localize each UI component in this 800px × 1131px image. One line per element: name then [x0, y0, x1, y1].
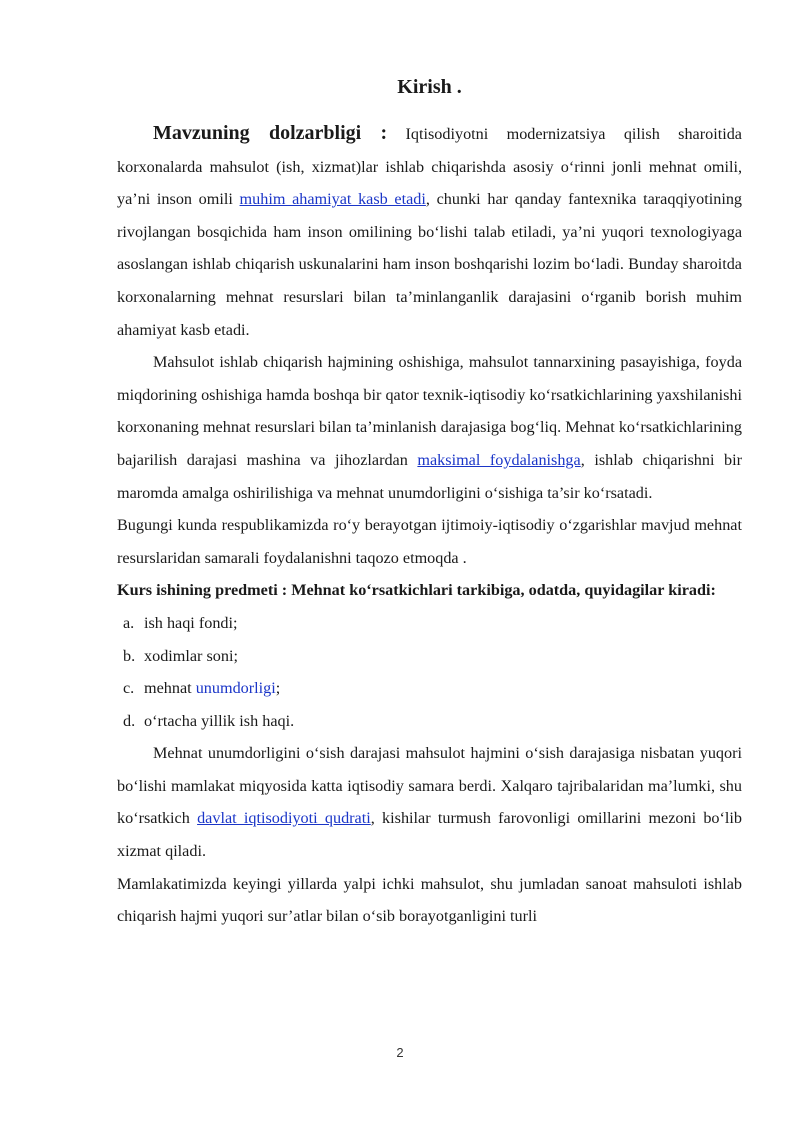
paragraph-production	[117, 346, 742, 509]
hyperlink-muhim-ahamiyat[interactable]: muhim ahamiyat kasb etadi	[239, 190, 426, 209]
paragraph-text: , ishlab chiqarishni bir maromda amalga oshirilishiga va mehnat unumdorligini o‘sishiga ta’sir ko‘rsatadi.	[117, 450, 743, 502]
paragraph-text: Iqtisodiyotni modernizatsiya qilish sharoitida korxonalarda mahsulot (ish, xizmat)lar ishlab chiqarishda asosiy o‘rinni jonli mehnat omili, ya’ni inson omili	[117, 125, 742, 209]
paragraph-text: Mamlakatimizda keyingi yillarda yalpi ichki mahsulot, shu jumladan sanoat mahsuloti ishlab chiqarish hajmi yuqori sur’atlar bilan o‘sib borayotganligini turli	[117, 874, 742, 926]
page-number: 2	[396, 1045, 404, 1060]
list-item-text: ish haqi fondi;	[144, 613, 238, 632]
list-item	[117, 672, 742, 705]
paragraph-country	[117, 868, 742, 933]
course-subject-heading: Kurs ishining predmeti : Mehnat ko‘rsatkichlari tarkibiga, odatda, quyidagilar kiradi:	[117, 581, 716, 600]
paragraph-text: , chunki har qanday fantexnika taraqqiyotining rivojlangan bosqichida ham inson omilining bo‘lishi talab etiladi, ya’ni yuqori texnologiyaga asoslangan ishlab chiqarish uskunalarini ham inson boshqarishi lozim bo‘ladi. Bunday sharoitda korxonalarning mehnat resurslari bilan ta’minlanganlik darajasini o‘rganib borish muhim ahamiyat kasb etadi.	[117, 190, 743, 339]
paragraph-text: , kishilar turmush farovonligi omillarini mezoni bo‘lib xizmat qiladi.	[117, 809, 743, 861]
list-marker: c.	[123, 679, 135, 698]
document-title: Kirish .	[397, 76, 462, 98]
list-marker: d.	[123, 711, 136, 730]
list-item	[117, 607, 742, 640]
paragraph-today	[117, 509, 742, 574]
highlighted-term: unumdorligi	[195, 679, 276, 698]
paragraph-text: Mehnat unumdorligini o‘sish darajasi mahsulot hajmini o‘sish darajasiga nisbatan yuqori bo‘lishi mamlakat miqyosida katta iqtisodiy samara berdi. Xalqaro tajribalaridan ma’lumki, shu ko‘rsatkich	[117, 744, 742, 828]
list-marker: a.	[123, 613, 135, 632]
list-marker: b.	[123, 646, 136, 665]
document-body	[117, 117, 742, 933]
list-item-text: xodimlar soni;	[144, 646, 238, 665]
relevance-heading: Mavzuning dolzarbligi :	[153, 122, 388, 144]
list-item-text-part: mehnat	[144, 679, 196, 698]
indicator-list	[117, 607, 742, 737]
list-item-text	[144, 672, 280, 705]
hyperlink-maksimal-foydalanishga[interactable]: maksimal foydalanishga	[417, 450, 581, 469]
paragraph-text: Mahsulot ishlab chiqarish hajmining oshishiga, mahsulot tannarxining pasayishiga, foyda miqdorining oshishiga hamda boshqa bir qator texnik-iqtisodiy ko‘rsatkichlarining yaxshilanishi korxonaning mehnat resurslari bilan ta’minlanish darajasiga bog‘liq. Mehnat ko‘rsatkichlarining bajarilish darajasi mashina va jihozlardan	[117, 353, 742, 469]
list-item	[117, 705, 742, 738]
list-item-text-part: ;	[275, 679, 281, 698]
list-item	[117, 640, 742, 673]
hyperlink-davlat-iqtisodiyoti-qudrati[interactable]: davlat iqtisodiyoti qudrati	[197, 809, 371, 828]
list-item-text: o‘rtacha yillik ish haqi.	[144, 711, 295, 730]
paragraph-text: Bugungi kunda respublikamizda ro‘y berayotgan ijtimoiy-iqtisodiy o‘zgarishlar mavjud mehnat resurslaridan samarali foydalanishni taqozo etmoqda .	[117, 516, 742, 567]
paragraph-relevance	[117, 117, 742, 346]
paragraph-productivity	[117, 737, 742, 867]
